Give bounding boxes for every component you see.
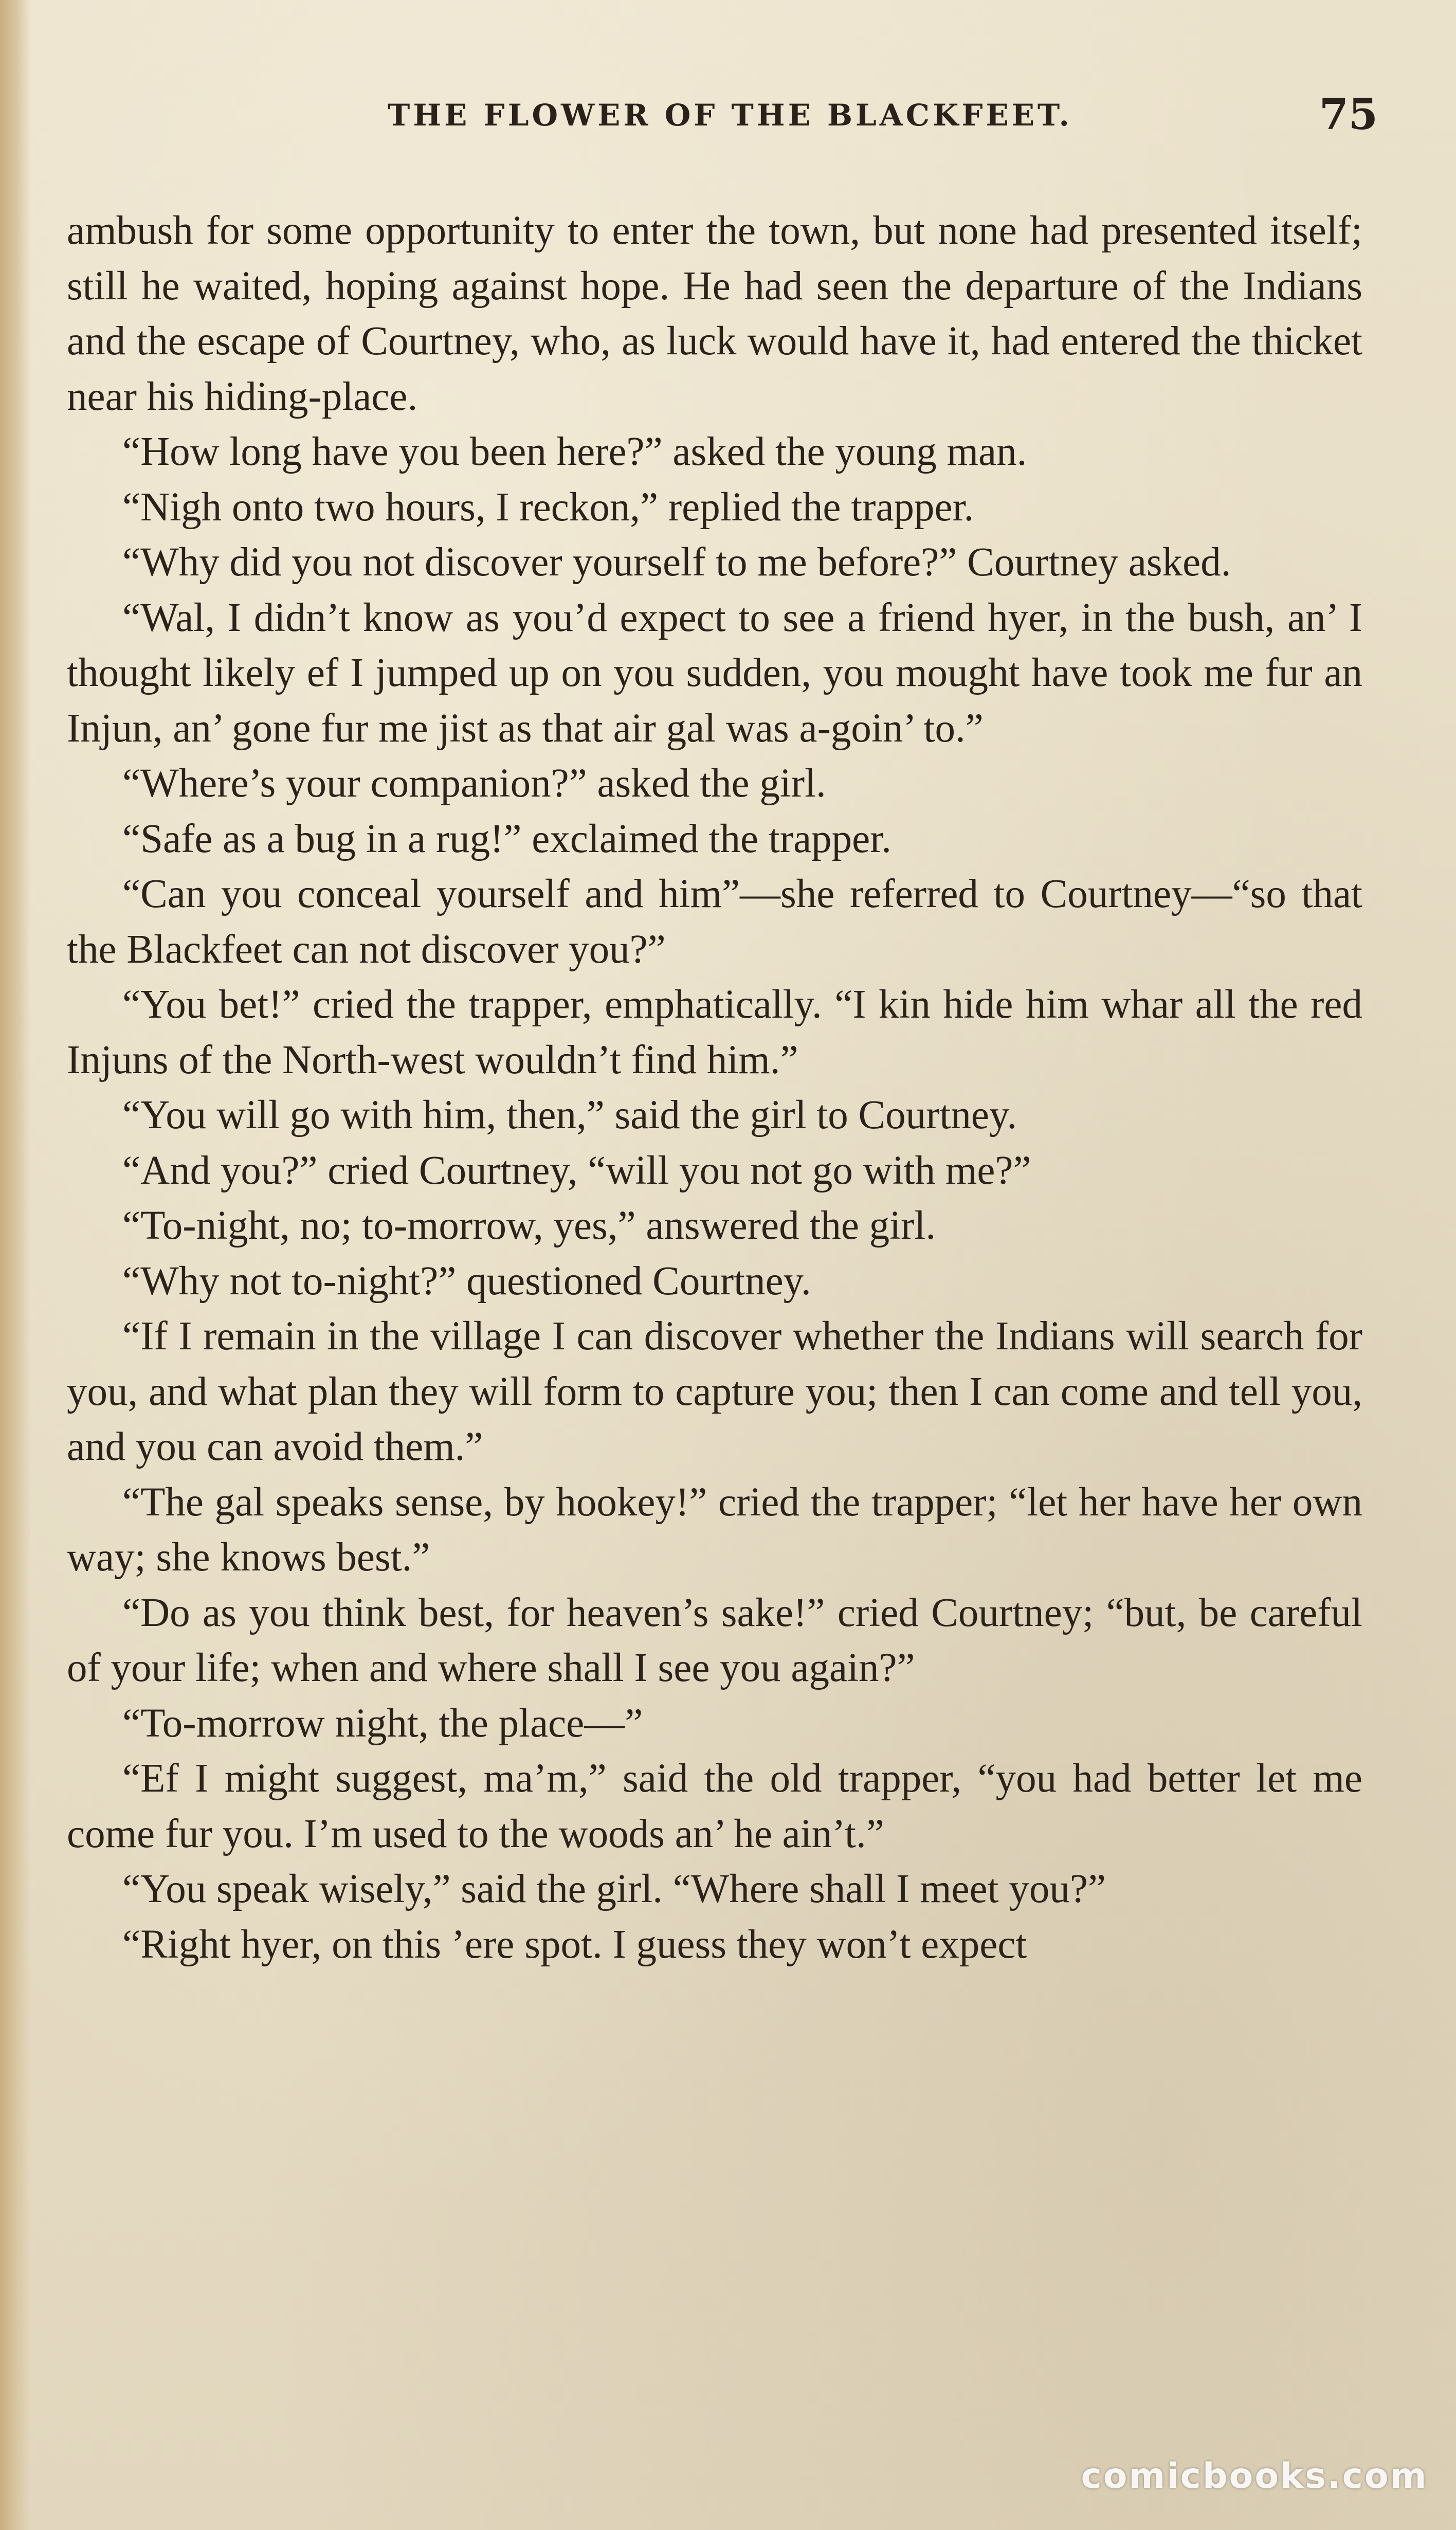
paragraph: “Ef I might suggest, ma’m,” said the old trapper, “you had better let me come fur you. I’m used to the woods an’ he ain’t.”	[67, 1756, 1362, 1856]
paragraph: ambush for some opportunity to enter the town, but none had presented itself; still he waited, hoping against hope. He had seen the departure of the Indians and the escape of Courtney, who, as luck would have it, had entered the thicket near his hiding-place.	[67, 208, 1362, 419]
paragraph: “You will go with him, then,” said the girl to Courtney.	[122, 1093, 1017, 1137]
paragraph: “Can you conceal yourself and him”—she referred to Courtney—“so that the Blackfeet can not discover you?”	[67, 872, 1362, 972]
paragraph: “Right hyer, on this ’ere spot. I guess they won’t expect	[122, 1922, 1027, 1967]
paragraph: “Wal, I didn’t know as you’d expect to see a friend hyer, in the bush, an’ I thought likely ef I jumped up on you sudden, you mought have took me fur an Injun, an’ gone fur me jist as that air gal was a-goin’ to.”	[67, 595, 1362, 751]
paragraph: “How long have you been here?” asked the young man.	[122, 429, 1027, 474]
running-title: THE FLOWER OF THE BLACKFEET.	[388, 98, 1072, 133]
paragraph: “To-morrow night, the place—”	[122, 1701, 643, 1746]
paragraph: “Nigh onto two hours, I reckon,” replied the trapper.	[122, 484, 974, 530]
paragraph: “Why did you not discover yourself to me before?” Courtney asked.	[122, 540, 1231, 585]
paragraph: “And you?” cried Courtney, “will you not go with me?”	[122, 1148, 1031, 1193]
paragraph: “The gal speaks sense, by hookey!” cried the trapper; “let her have her own way; she knows best.”	[67, 1479, 1362, 1580]
watermark-text: comicbooks.com	[1081, 2455, 1428, 2497]
paragraph: “Why not to-night?” questioned Courtney.	[122, 1258, 811, 1304]
paragraph: “Safe as a bug in a rug!” exclaimed the trapper.	[122, 816, 891, 861]
paragraph: “You speak wisely,” said the girl. “Where shall I meet you?”	[122, 1867, 1106, 1911]
body-text	[67, 203, 1362, 1972]
paragraph: “Where’s your companion?” asked the girl.	[122, 761, 826, 806]
paragraph: “To-night, no; to-morrow, yes,” answered the girl.	[122, 1203, 936, 1248]
watermark	[1069, 2445, 1440, 2507]
page-edge	[0, 0, 31, 2530]
paragraph: “You bet!” cried the trapper, emphatically. “I kin hide him whar all the red Injuns of the North-west wouldn’t find him.”	[67, 982, 1362, 1082]
paragraph: “If I remain in the village I can discover whether the Indians will search for you, and what plan they will form to capture you; then I can come and tell you, and you can avoid them.”	[67, 1314, 1362, 1469]
paragraph: “Do as you think best, for heaven’s sake!” cried Courtney; “but, be careful of your life; when and where shall I see you again?”	[67, 1590, 1362, 1690]
page-number: 75	[1319, 90, 1378, 139]
